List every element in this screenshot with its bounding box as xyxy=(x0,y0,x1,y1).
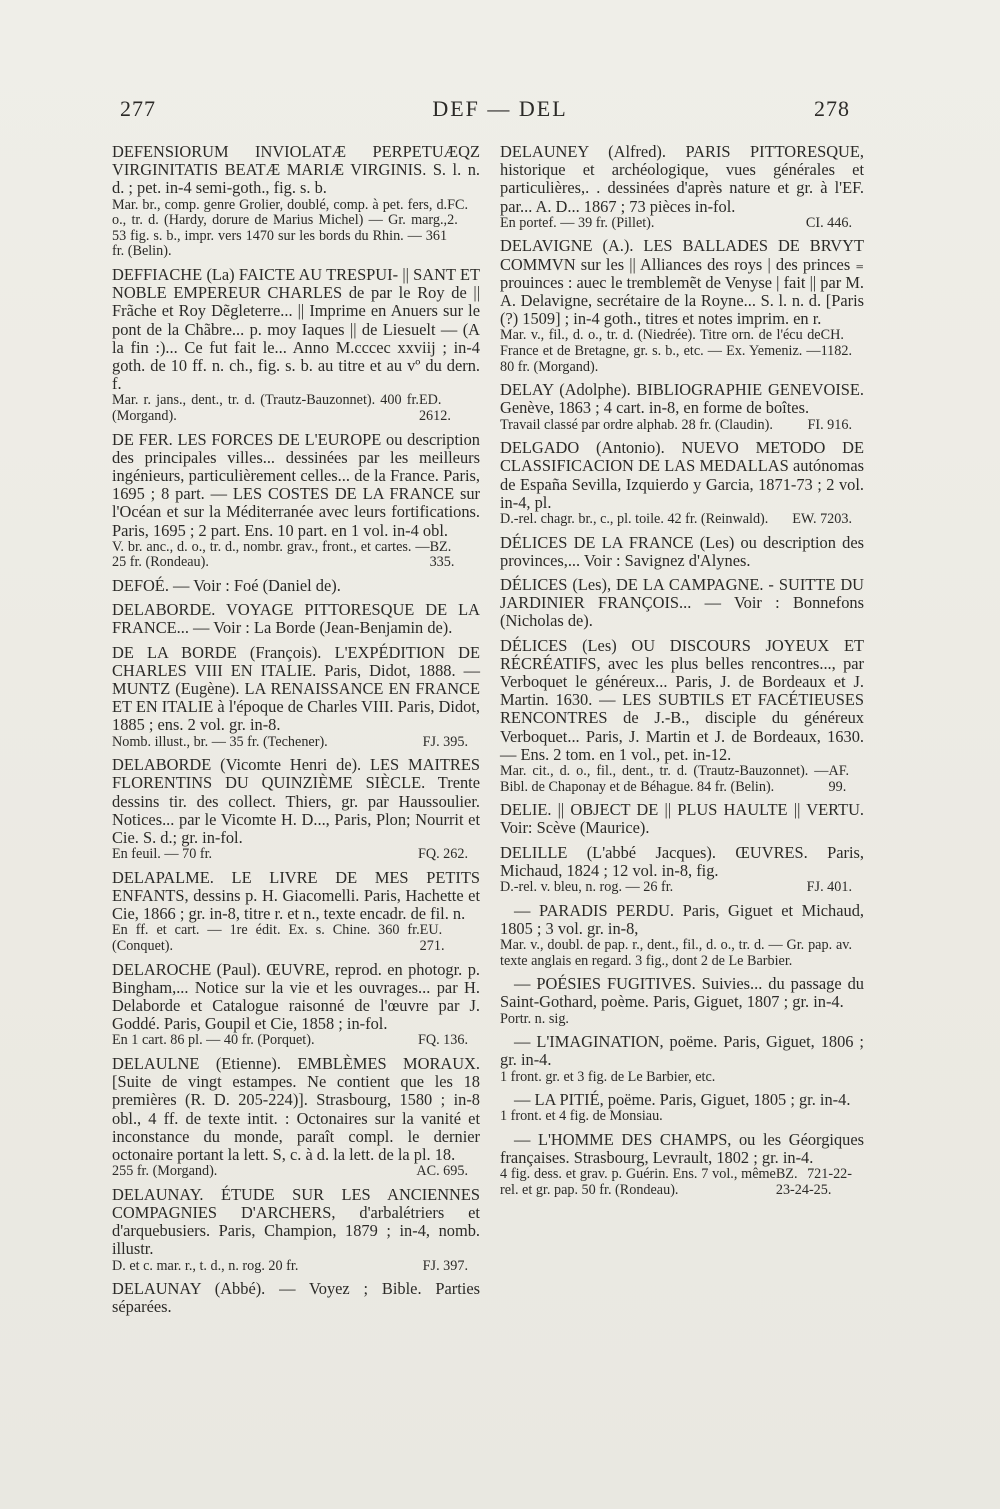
catalogue-entry xyxy=(500,237,864,375)
entry-body: DEFOÉ. — Voir : Foé (Daniel de). xyxy=(112,576,341,595)
entry-note: Mar. v., fil., d. o., tr. d. (Niedrée). Titre orn. de l'écu de France et de Bretagne, gr. s. b., etc. — Ex. Yemeniz. — 80 fr. (Morgand). xyxy=(500,327,821,375)
catalogue-entry xyxy=(112,1280,480,1316)
entry-body: DE FER. LES FORCES DE L'EUROPE ou description des principales villes... dessinées par les meilleurs ingénieurs, particulièrement celles... de la France. Paris, 1695 ; 8 part. — LES COSTES DE LA FRANCE sur l'Océan et sur la Méditerranée avec leurs fortifications. Paris, 1695 ; 2 part. Ens. 10 part. en 1 vol. in-4 obl. xyxy=(112,429,480,540)
entry-body: DELAUNEY (Alfred). PARIS PITTORESQUE, historique et archéologique, vues générales et particulières,. . dessinées d'après nature et gr. à l'EF. par... A. D... 1867 ; 73 pièces in-fol. xyxy=(500,142,864,216)
catalogue-entry xyxy=(500,534,864,570)
running-header xyxy=(0,96,1000,128)
entry-ref: FC. 2. xyxy=(447,196,468,229)
catalogue-entry xyxy=(112,266,480,425)
entry-footer xyxy=(500,216,864,232)
entry-note: 4 fig. dess. et grav. p. Guérin. Ens. 7 vol., même rel. et gr. pap. 50 fr. (Rondeau). xyxy=(500,1166,776,1199)
entry-ref: FQ. 136. xyxy=(417,1032,468,1049)
entry-ref: FJ. 397. xyxy=(422,1257,468,1274)
entry-note: En ff. et cart. — 1re édit. Ex. s. Chine. 360 fr. (Conquet). xyxy=(112,922,420,955)
entry-ref: CH. 1182. xyxy=(820,327,853,360)
entry-body: DELILLE (L'abbé Jacques). ŒUVRES. Paris, Michaud, 1824 ; 12 vol. in-8, fig. xyxy=(500,842,864,880)
entry-body: DELAPALME. LE LIVRE DE MES PETITS ENFANTS, dessins p. H. Giacomelli. Paris, Hachette et Cie, 1866 ; gr. in-8, titre r. et n., texte encadr. de fil. n. xyxy=(112,867,480,924)
entry-note: Travail classé par ordre alphab. 28 fr. (Claudin). xyxy=(500,416,773,433)
entry-note: D.-rel. chagr. br., c., pl. toile. 42 fr. (Reinwald). xyxy=(500,511,769,528)
entry-body: DELABORDE. VOYAGE PITTORESQUE DE LA FRANCE... — Voir : La Borde (Jean-Benjamin de). xyxy=(112,600,480,638)
entry-footer xyxy=(500,764,864,795)
entry-footer xyxy=(500,880,864,896)
entry-body: DELABORDE (Vicomte Henri de). LES MAITRES FLORENTINS DU QUINZIÈME SIÈCLE. Trente dessins tir. des collect. Thiers, gr. par Haussoulier. Notices... par le Vicomte H. D..., Paris, Plon; Nourrit et Cie. S. d.; gr. in-fol. xyxy=(112,755,480,848)
header-title: DEF — DEL xyxy=(432,96,568,121)
entry-note: En 1 cart. 86 pl. — 40 fr. (Porquet). xyxy=(112,1032,315,1049)
entry-ref: FI. 916. xyxy=(807,416,852,433)
catalogue-entry xyxy=(112,869,480,955)
entry-body: — LA PITIÉ, poëme. Paris, Giguet, 1805 ; gr. in-4. xyxy=(514,1090,851,1110)
page-number-left: 277 xyxy=(120,96,156,121)
entry-footer xyxy=(112,1033,480,1049)
catalogue-entry xyxy=(112,143,480,260)
entry-footer xyxy=(112,923,480,954)
catalogue-entry xyxy=(112,577,480,595)
entry-note: Portr. n. sig. xyxy=(500,1010,569,1027)
entry-footer xyxy=(112,1259,480,1275)
entry-note: 1 front. gr. et 3 fig. de Le Barbier, etc. xyxy=(500,1068,716,1085)
catalogue-entry xyxy=(112,431,480,571)
entry-note: V. br. anc., d. o., tr. d., nombr. grav., front., et cartes. — 25 fr. (Rondeau). xyxy=(112,538,430,571)
catalogue-entry xyxy=(112,644,480,751)
catalogue-entry xyxy=(112,756,480,863)
catalogue-entry xyxy=(500,1131,864,1199)
entry-body: DEFFIACHE (La) FAICTE AU TRESPUI- || SANT ET NOBLE EMPEREUR CHARLES de par le Roy de || Frãche et Roy Dẽgleterre... || Imprime en Anuers sur le pont de la Chãbre... p. moy Iaques || de Liesuelt — (A la fin :)... Ce fut fait le... Anno M.cccec xxviij ; in-4 goth. de 10 ff. n. ch., fig. s. b. au titre et au vº du dern. f. xyxy=(112,264,480,394)
catalogue-entry xyxy=(500,1091,864,1125)
entry-ref: FJ. 395. xyxy=(422,733,468,750)
entry-footer xyxy=(112,393,480,424)
catalogue-entry xyxy=(500,381,864,433)
entry-footer xyxy=(112,847,480,863)
entry-body: — POÉSIES FUGITIVES. Suivies... du passage du Saint-Gothard, poème. Paris, Giguet, 1807 ; gr. in-4. xyxy=(500,974,864,1012)
entry-body: DELAULNE (Etienne). EMBLÈMES MORAUX. [Suite de vingt estampes. Ne contient que les 18 premières (R. D. 205-224)]. Strasbourg, 1580 ; in-8 obl., 4 ff. de texte intit. : Octonaires sur la vanité et inconstance du monde, paraît compl. le dernier octonaire portant la lett. S, c. à d. la lett. de la pl. 18. xyxy=(112,1054,480,1165)
entry-footer xyxy=(500,1167,864,1198)
entry-ref: ED. 2612. xyxy=(418,392,451,424)
entry-body: — PARADIS PERDU. Paris, Giguet et Michaud, 1805 ; 3 vol. gr. in-8, xyxy=(500,900,864,938)
entry-note: Mar. v., doubl. de pap. r., dent., fil., d. o., tr. d. — Gr. pap. av. texte anglais en regard. 3 fig., dont 2 de Le Barbier. xyxy=(500,937,852,969)
entry-footer xyxy=(500,328,864,375)
entry-body: DELAUNAY (Abbé). — Voyez ; Bible. Parties séparées. xyxy=(112,1279,480,1317)
entry-footer xyxy=(500,1109,864,1125)
entry-ref xyxy=(852,1012,864,1028)
entry-footer xyxy=(500,1070,864,1086)
entry-ref xyxy=(852,1109,864,1125)
entry-footer xyxy=(500,938,864,969)
entry-body: DELAROCHE (Paul). ŒUVRE, reprod. en photogr. p. Bingham,... Notice sur la vie et les ouvrages... par H. Delaborde et Catalogue raisonné de l'œuvre par J. Goddé. Paris, Goupil et Cie, 1858 ; in-fol. xyxy=(112,959,480,1034)
catalogue-entry xyxy=(500,637,864,796)
catalogue-entry xyxy=(500,844,864,896)
entry-ref: BZ. 335. xyxy=(429,538,455,571)
catalogue-entry xyxy=(500,143,864,231)
entry-footer xyxy=(112,198,480,260)
page-number-right: 278 xyxy=(814,96,850,121)
entry-body: DÉLICES (Les) OU DISCOURS JOYEUX ET RÉCRÉATIFS, avec les plus belles rencontres..., par Verboquet le généreux... Paris, J. de Bordeaux et J. Martin. 1630. — LES SUBTILS ET FACÉTIEUSES RENCONTRES de J.-B., disciple du généreux Verboquet... Paris, J. Martin et J. de Bordeaux, 1630. — Ens. 2 tom. en 1 vol., pet. in-12. xyxy=(500,635,864,764)
entry-ref: EU. 271. xyxy=(419,922,445,955)
catalogue-entry xyxy=(500,576,864,631)
entry-note: 1 front. et 4 fig. de Monsiau. xyxy=(500,1108,663,1125)
entry-ref: AF. 99. xyxy=(828,763,850,795)
entry-body: DE LA BORDE (François). L'EXPÉDITION DE CHARLES VIII EN ITALIE. Paris, Didot, 1888. — MUNTZ (Eugène). LA RENAISSANCE EN FRANCE ET EN ITALIE à l'époque de Charles VIII. Paris, Didot, 1885 ; ens. 2 vol. gr. in-8. xyxy=(112,642,480,735)
entry-body: — L'HOMME DES CHAMPS, ou les Géorgiques françaises. Strasbourg, Levrault, 1802 ; gr. in-4. xyxy=(500,1130,864,1168)
catalogue-entry xyxy=(500,902,864,970)
entry-note: Nomb. illust., br. — 35 fr. (Techener). xyxy=(112,733,328,750)
entry-note: En feuil. — 70 fr. xyxy=(112,846,213,863)
entry-note: Mar. cit., d. o., fil., dent., tr. d. (Trautz-Bauzonnet). — Bibl. de Chaponay et de Béhague. 84 fr. (Belin). xyxy=(500,763,829,795)
entry-note: D.-rel. v. bleu, n. rog. — 26 fr. xyxy=(500,879,674,896)
entry-body: DELAY (Adolphe). BIBLIOGRAPHIE GENEVOISE. Genève, 1863 ; 4 cart. in-8, en forme de boîtes. xyxy=(500,380,864,418)
entry-body: DÉLICES (Les), DE LA CAMPAGNE. - SUITTE DU JARDINIER FRANÇOIS... — Voir : Bonnefons (Nicholas de). xyxy=(500,575,864,631)
catalogue-entry xyxy=(500,1033,864,1085)
entry-note: Mar. br., comp. genre Grolier, doublé, comp. à pet. fers, d. o., tr. d. (Hardy, dorure de Marius Michel) — Gr. marg., 53 fig. s. b., impr. vers 1470 sur les bords du Rhin. — 361 fr. (Belin). xyxy=(112,196,448,260)
entry-ref xyxy=(852,938,864,969)
catalogue-entry xyxy=(112,1055,480,1180)
entry-body: — L'IMAGINATION, poëme. Paris, Giguet, 1806 ; gr. in-4. xyxy=(500,1032,864,1070)
catalogue-entry xyxy=(112,961,480,1049)
entry-body: DELAUNAY. ÉTUDE SUR LES ANCIENNES COMPAGNIES D'ARCHERS, d'arbalétriers et d'arquebusiers. Paris, Champion, 1879 ; in-4, nomb. illustr. xyxy=(112,1184,480,1259)
catalogue-entry xyxy=(500,975,864,1027)
entry-footer xyxy=(112,540,480,571)
entry-footer xyxy=(112,1164,480,1180)
entry-ref xyxy=(852,1070,864,1086)
entry-ref: FQ. 262. xyxy=(417,846,468,863)
entry-footer xyxy=(112,735,480,751)
entry-body: DELAVIGNE (A.). LES BALLADES DE BRVYT COMMVN sur les || Alliances des roys | des princes ₌ prouinces : auec le tremblemẽt de Venyse | fait || par M. A. Delavigne, secrétaire de la Royne... S. l. n. d. [Paris (?) 1509] ; in-4 goth., titres et notes imprim. en r. xyxy=(500,236,864,329)
entry-body: DEFENSIORUM INVIOLATÆ PERPETUÆQZ VIRGINITATIS BEATÆ MARIÆ VIRGINIS. S. l. n. d. ; pet. in-4 semi-goth., fig. s. b. xyxy=(112,142,480,198)
catalogue-entry xyxy=(112,1186,480,1274)
right-column xyxy=(500,143,864,1205)
catalogue-entry xyxy=(500,801,864,837)
entry-footer xyxy=(500,512,864,528)
entry-ref: BZ. 721-22-23-24-25. xyxy=(775,1166,852,1199)
entry-ref: EW. 7203. xyxy=(792,511,852,528)
entry-ref: AC. 695. xyxy=(416,1163,468,1180)
entry-body: DELIE. || OBJECT DE || PLUS HAULTE || VERTU. Voir: Scève (Maurice). xyxy=(500,800,864,838)
entry-ref: FJ. 401. xyxy=(806,879,852,896)
catalogue-entry xyxy=(500,439,864,527)
entry-body: DÉLICES DE LA FRANCE (Les) ou description des provinces,... Voir : Savignez d'Alynes. xyxy=(500,532,864,570)
entry-footer xyxy=(500,1012,864,1028)
entry-note: Mar. r. jans., dent., tr. d. (Trautz-Bauzonnet). 400 fr. (Morgand). xyxy=(112,392,419,424)
left-column xyxy=(112,143,480,1323)
entry-note: 255 fr. (Morgand). xyxy=(112,1163,218,1180)
catalogue-entry xyxy=(112,601,480,637)
entry-note: D. et c. mar. r., t. d., n. rog. 20 fr. xyxy=(112,1257,299,1274)
entry-footer xyxy=(500,418,864,434)
entry-note: En portef. — 39 fr. (Pillet). xyxy=(500,214,655,231)
entry-body: DELGADO (Antonio). NUEVO METODO DE CLASSIFICACION DE LAS MEDALLAS autónomas de España Sevilla, Izquierdo y Garcia, 1871-73 ; 2 vol. in-4, pl. xyxy=(500,438,864,512)
entry-ref: CI. 446. xyxy=(805,214,852,231)
